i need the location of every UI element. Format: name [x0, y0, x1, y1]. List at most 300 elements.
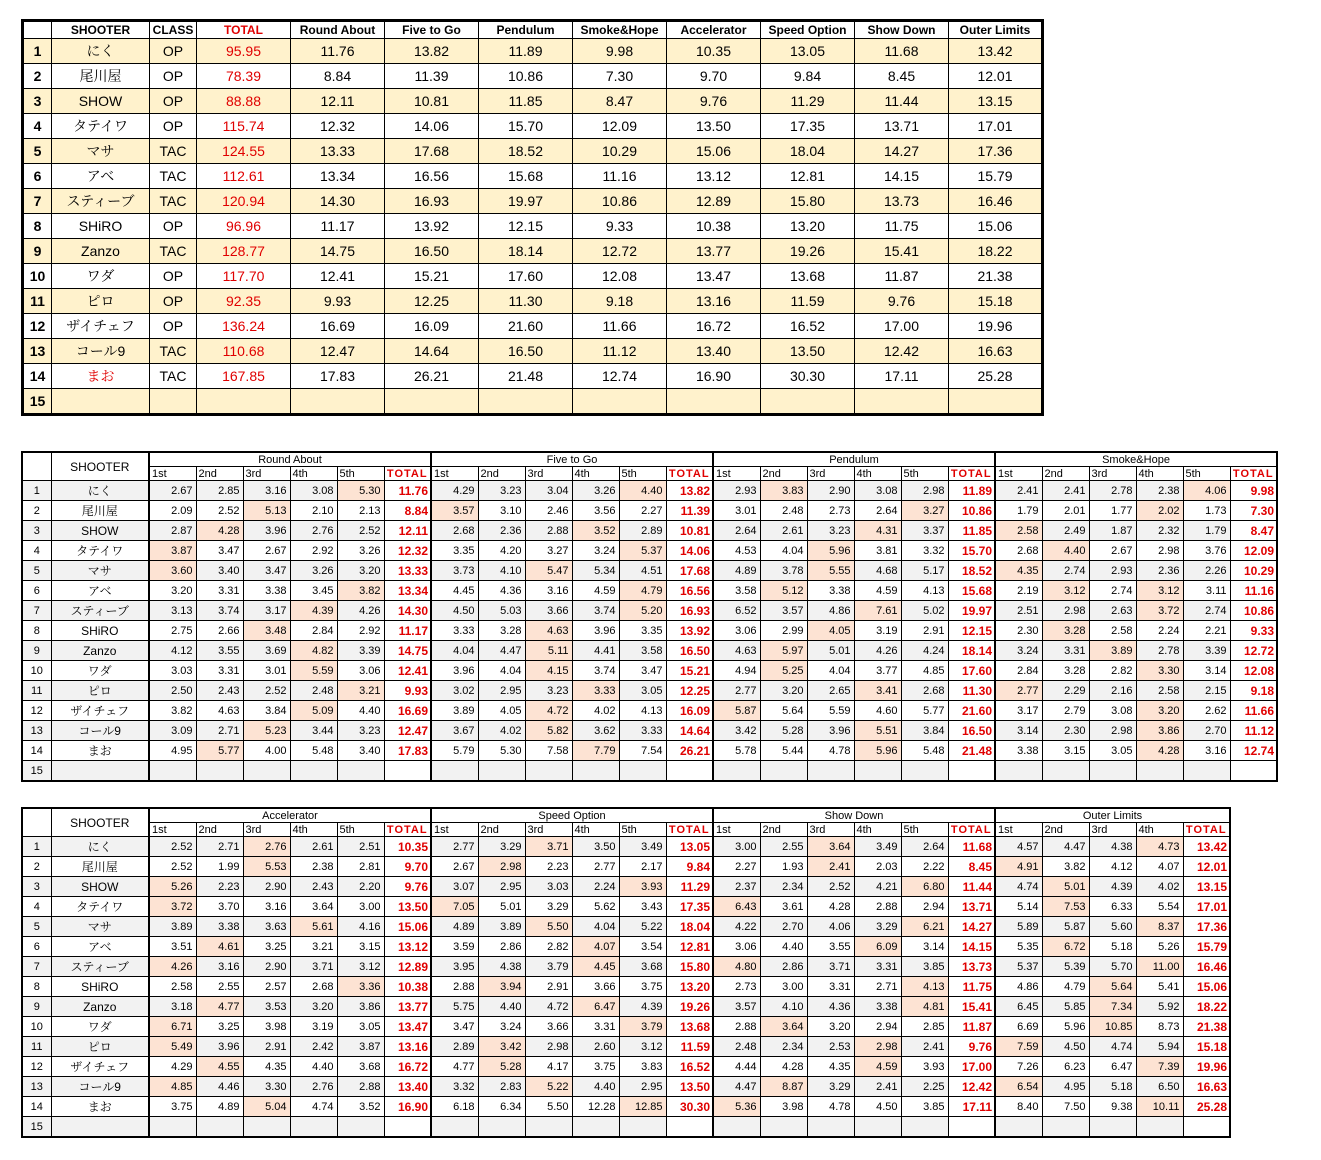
stage-total: 15.80 — [666, 957, 713, 977]
stage-total: 12.08 — [1230, 661, 1277, 681]
string-time: 4.86 — [807, 601, 854, 621]
string-time: 3.16 — [196, 957, 243, 977]
stage-total: 12.42 — [948, 1077, 995, 1097]
string-time: 2.52 — [196, 501, 243, 521]
stage-total: 11.68 — [948, 837, 995, 857]
string-time: 3.08 — [1089, 701, 1136, 721]
string-time: 3.38 — [995, 741, 1042, 761]
stage-time: 12.15 — [479, 214, 573, 239]
string-time: 3.57 — [713, 997, 760, 1017]
stage-total: 9.70 — [384, 857, 431, 877]
string-time: 3.42 — [713, 721, 760, 741]
shooter-name: タテイワ — [51, 541, 149, 561]
stage-total: 16.63 — [1183, 1077, 1230, 1097]
string-header: 4th — [572, 467, 619, 481]
string-header: 5th — [901, 823, 948, 837]
string-header: 3rd — [243, 467, 290, 481]
row-number: 13 — [22, 1077, 51, 1097]
string-header: 4th — [290, 467, 337, 481]
string-time: 4.45 — [431, 581, 478, 601]
string-time: 5.37 — [619, 541, 666, 561]
string-time: 2.68 — [901, 681, 948, 701]
string-time: 6.50 — [1136, 1077, 1183, 1097]
shooter-name: SHiRO — [51, 621, 149, 641]
string-time: 4.20 — [478, 541, 525, 561]
stage-time: 12.11 — [291, 89, 385, 114]
string-time: 3.19 — [854, 621, 901, 641]
stage-time: 16.50 — [479, 339, 573, 364]
stage-time: 12.72 — [573, 239, 667, 264]
string-time: 4.72 — [525, 997, 572, 1017]
shooter-class: OP — [150, 39, 197, 64]
shooter-name: にく — [52, 39, 150, 64]
stage-time: 12.47 — [291, 339, 385, 364]
summary-header-11: Outer Limits — [949, 21, 1043, 39]
shooter-name: ワダ — [51, 1017, 149, 1037]
string-time — [995, 1117, 1042, 1138]
stage-total: 16.56 — [666, 581, 713, 601]
string-header: 4th — [854, 823, 901, 837]
stage-total-header: TOTAL — [1183, 823, 1230, 837]
stage-time: 16.63 — [949, 339, 1043, 364]
string-header: 5th — [1183, 467, 1230, 481]
stage-detail-table-2 — [21, 807, 1231, 1138]
string-time: 5.01 — [807, 641, 854, 661]
string-time: 2.74 — [1042, 561, 1089, 581]
string-time: 3.31 — [854, 957, 901, 977]
stage-total: 10.35 — [384, 837, 431, 857]
string-time: 2.25 — [901, 1077, 948, 1097]
stage-total: 12.74 — [1230, 741, 1277, 761]
string-time — [290, 1117, 337, 1138]
string-time: 3.89 — [478, 917, 525, 937]
stage-total: 13.15 — [1183, 877, 1230, 897]
string-time: 4.46 — [196, 1077, 243, 1097]
string-time — [1089, 761, 1136, 782]
string-time: 2.65 — [807, 681, 854, 701]
stage-time: 18.22 — [949, 239, 1043, 264]
row-number: 5 — [22, 917, 51, 937]
string-time: 2.32 — [1136, 521, 1183, 541]
string-time: 3.14 — [1183, 661, 1230, 681]
string-time: 2.60 — [572, 1037, 619, 1057]
total-time: 167.85 — [197, 364, 291, 389]
stage-total: 9.84 — [666, 857, 713, 877]
sub-header-row — [22, 823, 1230, 837]
string-time: 2.94 — [901, 897, 948, 917]
stage-total: 12.01 — [1183, 857, 1230, 877]
string-time: 3.27 — [525, 541, 572, 561]
string-time — [807, 1117, 854, 1138]
string-time: 2.27 — [713, 857, 760, 877]
string-time: 3.07 — [431, 877, 478, 897]
shooter-name: マサ — [51, 561, 149, 581]
string-time: 3.68 — [619, 957, 666, 977]
row-number: 1 — [22, 837, 51, 857]
string-time: 2.57 — [243, 977, 290, 997]
string-time: 4.55 — [196, 1057, 243, 1077]
string-time — [478, 761, 525, 782]
string-time: 2.55 — [760, 837, 807, 857]
stage-time: 15.06 — [667, 139, 761, 164]
string-time: 3.53 — [243, 997, 290, 1017]
string-time: 4.04 — [760, 541, 807, 561]
string-time: 4.22 — [713, 917, 760, 937]
string-time: 3.01 — [713, 501, 760, 521]
summary-header-7: Smoke&Hope — [573, 21, 667, 39]
stage-total — [1230, 761, 1277, 782]
string-time: 5.22 — [619, 917, 666, 937]
table-row — [22, 937, 1230, 957]
string-time: 2.78 — [1136, 641, 1183, 661]
string-time: 4.04 — [807, 661, 854, 681]
string-time: 5.37 — [995, 957, 1042, 977]
string-time: 6.69 — [995, 1017, 1042, 1037]
string-time: 2.74 — [1089, 581, 1136, 601]
stage-time: 9.33 — [573, 214, 667, 239]
string-time: 5.64 — [1089, 977, 1136, 997]
stage-group-header: Accelerator — [149, 808, 431, 823]
stage-total: 9.18 — [1230, 681, 1277, 701]
string-header: 2nd — [1042, 823, 1089, 837]
string-time: 1.79 — [995, 501, 1042, 521]
group-header-row — [22, 452, 1277, 467]
string-time: 2.62 — [1183, 701, 1230, 721]
stage-total: 10.29 — [1230, 561, 1277, 581]
stage-total: 18.04 — [666, 917, 713, 937]
summary-row-number: 3 — [23, 89, 52, 114]
string-time: 2.92 — [290, 541, 337, 561]
string-time: 2.15 — [1183, 681, 1230, 701]
string-time: 10.85 — [1089, 1017, 1136, 1037]
string-header: 1st — [431, 823, 478, 837]
stage-total-header: TOTAL — [666, 467, 713, 481]
string-time: 2.17 — [619, 857, 666, 877]
summary-row — [23, 364, 1043, 389]
string-time: 4.05 — [478, 701, 525, 721]
stage-total: 21.60 — [948, 701, 995, 721]
string-header: 4th — [572, 823, 619, 837]
string-time: 8.40 — [995, 1097, 1042, 1117]
stage-time: 15.06 — [949, 214, 1043, 239]
string-time: 4.04 — [431, 641, 478, 661]
string-time: 4.10 — [478, 561, 525, 581]
string-time: 3.16 — [1183, 741, 1230, 761]
total-time — [197, 389, 291, 415]
summary-header-5: Five to Go — [385, 21, 479, 39]
string-time: 2.76 — [290, 521, 337, 541]
summary-row — [23, 339, 1043, 364]
number-header — [22, 808, 51, 837]
string-time: 3.85 — [901, 957, 948, 977]
shooter-name: スティーブ — [51, 957, 149, 977]
string-time: 2.98 — [854, 1037, 901, 1057]
string-time: 6.21 — [901, 917, 948, 937]
string-time: 4.07 — [572, 937, 619, 957]
string-time: 5.62 — [572, 897, 619, 917]
string-time: 2.92 — [337, 621, 384, 641]
string-time: 2.24 — [1136, 621, 1183, 641]
string-time: 4.12 — [149, 641, 196, 661]
stage-total: 12.25 — [666, 681, 713, 701]
string-time: 3.23 — [478, 481, 525, 501]
string-time: 3.56 — [572, 501, 619, 521]
string-time: 5.01 — [1042, 877, 1089, 897]
string-time: 3.05 — [1089, 741, 1136, 761]
string-time: 3.38 — [243, 581, 290, 601]
stage-total: 30.30 — [666, 1097, 713, 1117]
string-time: 3.87 — [149, 541, 196, 561]
string-time: 2.58 — [1089, 621, 1136, 641]
table-row — [22, 1097, 1230, 1117]
string-time: 2.38 — [1136, 481, 1183, 501]
string-time: 3.62 — [572, 721, 619, 741]
table-row — [22, 721, 1277, 741]
string-time: 2.82 — [1089, 661, 1136, 681]
stage-time: 17.11 — [855, 364, 949, 389]
stage-group-header: Pendulum — [713, 452, 995, 467]
stage-time — [573, 389, 667, 415]
table-row — [22, 521, 1277, 541]
string-time: 3.28 — [478, 621, 525, 641]
stage-total: 12.09 — [1230, 541, 1277, 561]
row-number: 12 — [22, 701, 51, 721]
summary-row-number: 15 — [23, 389, 52, 415]
total-time: 115.74 — [197, 114, 291, 139]
string-time: 3.75 — [572, 1057, 619, 1077]
stage-time: 16.50 — [385, 239, 479, 264]
sub-header-row — [22, 467, 1277, 481]
stage-total: 18.22 — [1183, 997, 1230, 1017]
summary-table — [21, 19, 1044, 416]
string-time: 3.12 — [337, 957, 384, 977]
string-time — [525, 1117, 572, 1138]
number-header — [22, 452, 51, 481]
string-time: 4.78 — [807, 1097, 854, 1117]
stage-total: 8.47 — [1230, 521, 1277, 541]
row-number: 4 — [22, 897, 51, 917]
stage-time: 8.45 — [855, 64, 949, 89]
stage-time: 15.70 — [479, 114, 573, 139]
string-time: 5.96 — [1042, 1017, 1089, 1037]
string-time: 3.35 — [619, 621, 666, 641]
stage-total: 12.11 — [384, 521, 431, 541]
string-time: 4.77 — [196, 997, 243, 1017]
string-header: 1st — [713, 467, 760, 481]
stage-total: 18.14 — [948, 641, 995, 661]
string-time: 6.72 — [1042, 937, 1089, 957]
stage-total: 15.18 — [1183, 1037, 1230, 1057]
string-time: 3.26 — [290, 561, 337, 581]
string-time: 12.28 — [572, 1097, 619, 1117]
stage-time: 14.06 — [385, 114, 479, 139]
string-time: 3.02 — [431, 681, 478, 701]
shooter-name: SHiRO — [51, 977, 149, 997]
string-time: 4.17 — [525, 1057, 572, 1077]
string-time: 3.40 — [337, 741, 384, 761]
shooter-name: コール9 — [51, 1077, 149, 1097]
summary-row — [23, 389, 1043, 415]
string-time — [713, 761, 760, 782]
string-time: 4.79 — [619, 581, 666, 601]
string-time: 2.52 — [243, 681, 290, 701]
string-time — [619, 761, 666, 782]
stage-time: 11.16 — [573, 164, 667, 189]
stage-total: 15.79 — [1183, 937, 1230, 957]
stage-time: 8.47 — [573, 89, 667, 114]
stage-total: 8.84 — [384, 501, 431, 521]
string-time: 2.67 — [243, 541, 290, 561]
stage-total: 14.64 — [666, 721, 713, 741]
string-time: 3.70 — [196, 897, 243, 917]
string-time — [1136, 1117, 1183, 1138]
string-time: 3.67 — [431, 721, 478, 741]
string-time: 3.61 — [760, 897, 807, 917]
stage-time: 12.01 — [949, 64, 1043, 89]
stage-time: 17.60 — [479, 264, 573, 289]
string-time: 2.61 — [760, 521, 807, 541]
string-time: 3.75 — [149, 1097, 196, 1117]
row-number: 13 — [22, 721, 51, 741]
string-time: 2.48 — [713, 1037, 760, 1057]
string-time: 4.35 — [243, 1057, 290, 1077]
string-time: 2.19 — [995, 581, 1042, 601]
string-time: 2.66 — [196, 621, 243, 641]
string-time: 4.06 — [807, 917, 854, 937]
stage-total: 14.30 — [384, 601, 431, 621]
shooter-class: OP — [150, 64, 197, 89]
string-time: 3.15 — [337, 937, 384, 957]
stage-time: 13.77 — [667, 239, 761, 264]
total-time: 95.95 — [197, 39, 291, 64]
summary-header-0 — [23, 21, 52, 39]
string-time: 2.23 — [196, 877, 243, 897]
stage-total: 13.82 — [666, 481, 713, 501]
string-time: 4.35 — [807, 1057, 854, 1077]
string-time: 3.18 — [149, 997, 196, 1017]
stage-time: 16.72 — [667, 314, 761, 339]
stage-time: 15.41 — [855, 239, 949, 264]
stage-total: 15.21 — [666, 661, 713, 681]
stage-total: 13.50 — [666, 1077, 713, 1097]
string-time: 3.58 — [619, 641, 666, 661]
string-time: 3.89 — [149, 917, 196, 937]
string-time: 6.47 — [572, 997, 619, 1017]
string-time: 12.85 — [619, 1097, 666, 1117]
shooter-name: 尾川屋 — [51, 857, 149, 877]
string-time: 2.34 — [760, 1037, 807, 1057]
shooter-name: スティーブ — [52, 189, 150, 214]
string-time: 4.51 — [619, 561, 666, 581]
summary-row — [23, 164, 1043, 189]
shooter-class: TAC — [150, 364, 197, 389]
string-time: 4.60 — [854, 701, 901, 721]
stage-time: 17.01 — [949, 114, 1043, 139]
string-time — [572, 1117, 619, 1138]
string-time: 3.20 — [760, 681, 807, 701]
stage-time — [949, 389, 1043, 415]
summary-row — [23, 289, 1043, 314]
string-header: 3rd — [525, 467, 572, 481]
string-time: 3.32 — [901, 541, 948, 561]
string-time: 3.86 — [1136, 721, 1183, 741]
string-time — [807, 761, 854, 782]
string-header: 2nd — [478, 467, 525, 481]
string-time: 3.49 — [619, 837, 666, 857]
summary-row-number: 4 — [23, 114, 52, 139]
string-time: 3.23 — [337, 721, 384, 741]
string-time: 2.58 — [149, 977, 196, 997]
string-time: 3.82 — [149, 701, 196, 721]
string-time: 2.02 — [1136, 501, 1183, 521]
string-time: 2.20 — [337, 877, 384, 897]
string-time: 7.34 — [1089, 997, 1136, 1017]
string-time: 3.05 — [337, 1017, 384, 1037]
string-time: 4.38 — [478, 957, 525, 977]
string-header: 3rd — [1089, 467, 1136, 481]
string-time: 3.54 — [619, 937, 666, 957]
string-time: 2.95 — [478, 877, 525, 897]
row-number: 9 — [22, 641, 51, 661]
string-time: 3.24 — [478, 1017, 525, 1037]
string-time: 3.47 — [243, 561, 290, 581]
summary-row — [23, 89, 1043, 114]
summary-row-number: 9 — [23, 239, 52, 264]
shooter-class: OP — [150, 289, 197, 314]
row-number: 8 — [22, 977, 51, 997]
string-time: 6.18 — [431, 1097, 478, 1117]
string-header: 5th — [619, 823, 666, 837]
stage-time: 15.18 — [949, 289, 1043, 314]
stage-time: 10.86 — [573, 189, 667, 214]
string-header: 3rd — [243, 823, 290, 837]
stage-time: 9.93 — [291, 289, 385, 314]
string-time: 4.89 — [196, 1097, 243, 1117]
string-time: 2.91 — [901, 621, 948, 641]
summary-row-number: 11 — [23, 289, 52, 314]
string-time: 2.85 — [901, 1017, 948, 1037]
string-time: 5.51 — [854, 721, 901, 741]
string-time: 3.28 — [1042, 661, 1089, 681]
string-time: 2.41 — [854, 1077, 901, 1097]
string-time: 2.27 — [619, 501, 666, 521]
string-time: 3.44 — [290, 721, 337, 741]
string-time: 3.00 — [713, 837, 760, 857]
string-time: 6.54 — [995, 1077, 1042, 1097]
string-time: 5.39 — [1042, 957, 1089, 977]
string-time: 5.96 — [807, 541, 854, 561]
string-time: 3.31 — [196, 661, 243, 681]
string-header: 2nd — [760, 823, 807, 837]
string-time: 2.86 — [478, 937, 525, 957]
stage-time: 13.82 — [385, 39, 479, 64]
string-time: 3.26 — [572, 481, 619, 501]
string-time: 2.98 — [1042, 601, 1089, 621]
string-time: 5.17 — [901, 561, 948, 581]
string-time — [901, 761, 948, 782]
shooter-name: ピロ — [51, 681, 149, 701]
string-time: 3.28 — [1042, 621, 1089, 641]
string-time: 2.71 — [196, 837, 243, 857]
string-time: 2.16 — [1089, 681, 1136, 701]
string-time: 2.34 — [760, 877, 807, 897]
row-number: 7 — [22, 601, 51, 621]
string-time: 4.15 — [525, 661, 572, 681]
stage-time: 13.40 — [667, 339, 761, 364]
string-time: 3.82 — [1042, 857, 1089, 877]
string-time: 5.77 — [901, 701, 948, 721]
string-time: 3.26 — [337, 541, 384, 561]
